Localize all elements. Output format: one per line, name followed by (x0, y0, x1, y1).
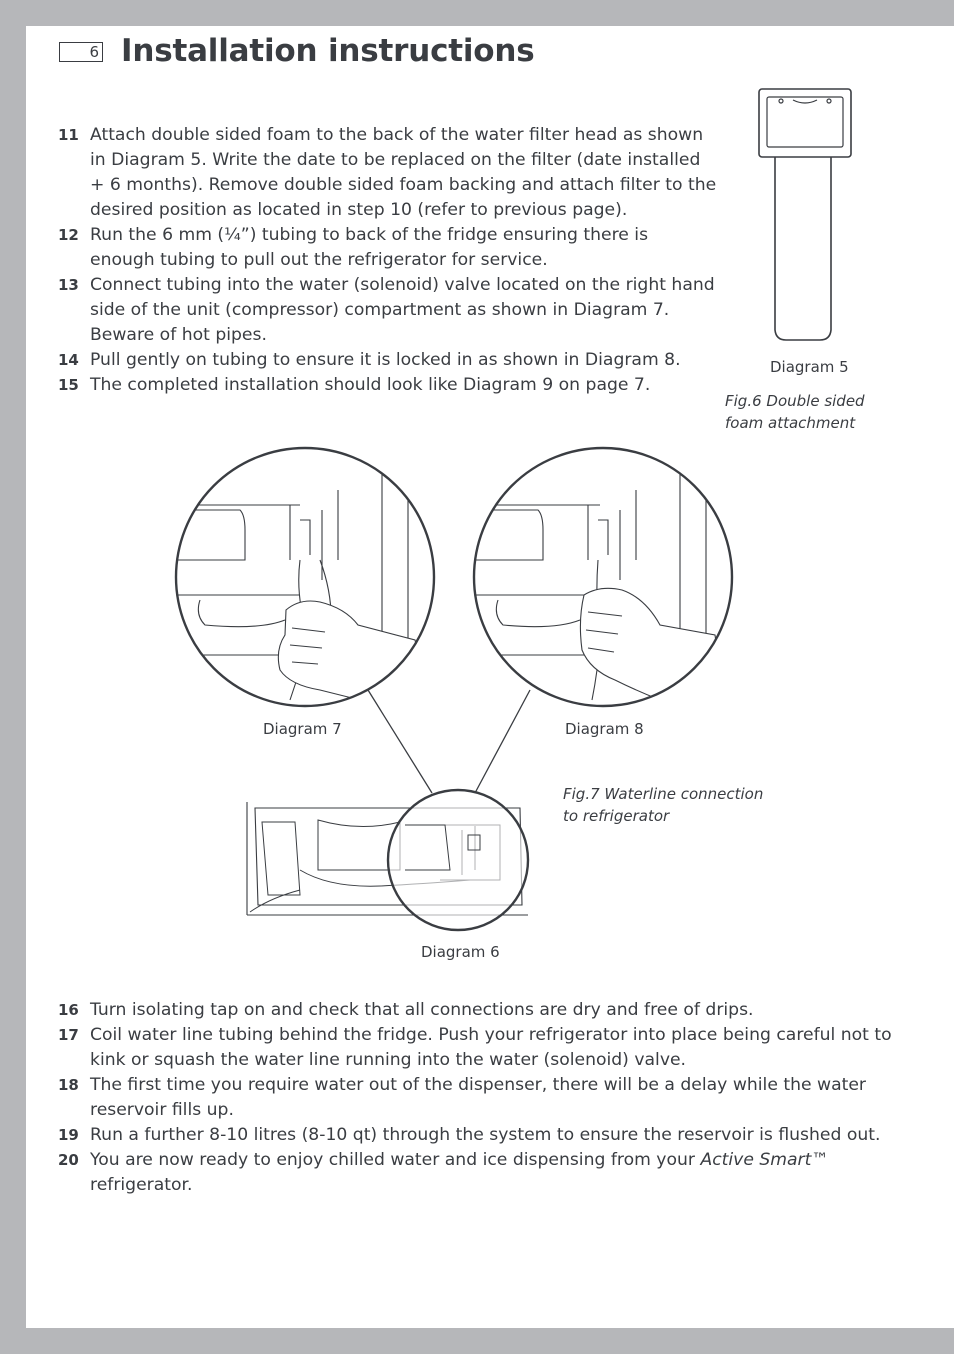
step-number: 19 (58, 1126, 79, 1144)
step-text (90, 1148, 918, 1198)
step-number: 15 (58, 376, 79, 394)
fig7-caption-line1: Fig.7 Waterline connection (563, 785, 764, 803)
step-text: The first time you require water out of the dispenser, there will be a delay while the water reservoir fills up. (90, 1075, 866, 1120)
fig6-caption-line1: Fig.6 Double sided (725, 392, 865, 410)
page-number: 6 (59, 42, 103, 62)
page-title: Installation instructions (121, 33, 535, 69)
fig7-caption-line2: to refrigerator (563, 807, 670, 825)
step-text: Coil water line tubing behind the fridge. Push your refrigerator into place being careful not to kink or squash the water line running into the water (solenoid) valve. (90, 1025, 892, 1070)
list-item (58, 1023, 918, 1073)
diagram6-illustration (247, 790, 528, 930)
list-item (58, 1123, 918, 1148)
step-number: 12 (58, 226, 79, 244)
step-text: Pull gently on tubing to ensure it is locked in as shown in Diagram 8. (90, 350, 681, 370)
step-text-after: ™ refrigerator. (90, 1150, 829, 1195)
diagram8-illustration (473, 448, 732, 706)
fig6-caption-line2: foam attachment (725, 414, 856, 432)
connector-lines (368, 690, 530, 793)
step-number: 14 (58, 351, 79, 369)
diagram8-caption: Diagram 8 (565, 720, 644, 738)
fig7-caption (563, 783, 763, 827)
steps-list-bottom (58, 998, 918, 1198)
step-text: Attach double sided foam to the back of the water filter head as shown in Diagram 5. Write the date to be replaced on the filter (date installed + 6 months). Remove double sided foam backing and attach filter to the desired position as located in step 10 (refer to previous page). (90, 125, 717, 220)
diagram6-caption: Diagram 6 (421, 943, 500, 961)
list-item (58, 1148, 918, 1198)
diagram7-illustration (175, 448, 434, 706)
filter-illustration (759, 89, 851, 340)
step-text: Turn isolating tap on and check that all connections are dry and free of drips. (90, 1000, 754, 1020)
step-number: 18 (58, 1076, 79, 1094)
step-text: Run the 6 mm (¼”) tubing to back of the fridge ensuring there is enough tubing to pull out the refrigerator for service. (90, 225, 649, 270)
step-text: The completed installation should look like Diagram 9 on page 7. (90, 375, 651, 395)
diagram7-caption: Diagram 7 (263, 720, 342, 738)
step-number: 13 (58, 276, 79, 294)
diagram5-caption: Diagram 5 (770, 358, 849, 376)
step-text: Run a further 8-10 litres (8-10 qt) through the system to ensure the reservoir is flushed out. (90, 1125, 881, 1145)
list-item (58, 1073, 918, 1123)
step-number: 20 (58, 1151, 79, 1169)
step-text: Connect tubing into the water (solenoid) valve located on the right hand side of the unit (compressor) compartment as shown in Diagram 7. Beware of hot pipes. (90, 275, 715, 345)
step-number: 16 (58, 1001, 79, 1019)
list-item (58, 998, 918, 1023)
brand-name: Active Smart (700, 1150, 812, 1170)
fig6-caption (725, 390, 865, 434)
step-number: 11 (58, 126, 79, 144)
step-text-before: You are now ready to enjoy chilled water and ice dispensing from your (90, 1150, 701, 1170)
step-number: 17 (58, 1026, 79, 1044)
